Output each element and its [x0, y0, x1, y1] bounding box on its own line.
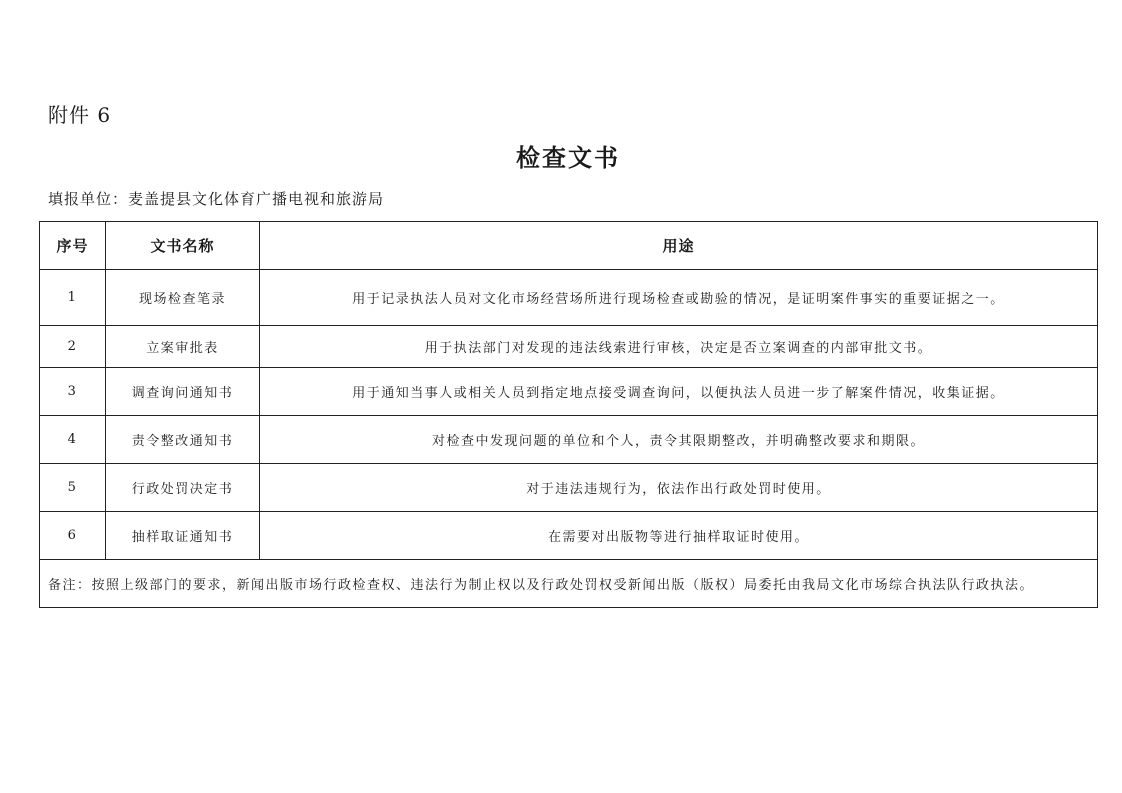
row-name: 调查询问通知书 [106, 368, 260, 416]
row-purpose: 用于记录执法人员对文化市场经营场所进行现场检查或勘验的情况，是证明案件事实的重要证据之一。 [260, 270, 1098, 326]
table-row [40, 368, 1098, 416]
table-row [40, 270, 1098, 326]
header-purpose: 用途 [260, 222, 1098, 270]
note-row [40, 560, 1098, 608]
row-name: 现场检查笔录 [106, 270, 260, 326]
row-index: 3 [40, 368, 106, 416]
row-index: 1 [40, 270, 106, 326]
row-index: 4 [40, 416, 106, 464]
table-header-row [40, 222, 1098, 270]
row-purpose: 用于执法部门对发现的违法线索进行审核，决定是否立案调查的内部审批文书。 [260, 326, 1098, 368]
row-index: 6 [40, 512, 106, 560]
header-name: 文书名称 [106, 222, 260, 270]
row-name: 责令整改通知书 [106, 416, 260, 464]
documents-table [39, 221, 1098, 608]
row-purpose: 对于违法违规行为，依法作出行政处罚时使用。 [260, 464, 1098, 512]
row-name: 行政处罚决定书 [106, 464, 260, 512]
document-title: 检查文书 [516, 144, 620, 172]
table-row [40, 416, 1098, 464]
header-index: 序号 [40, 222, 106, 270]
row-index: 2 [40, 326, 106, 368]
row-index: 5 [40, 464, 106, 512]
attachment-label: 附件 6 [48, 103, 112, 127]
reporting-unit: 填报单位：麦盖提县文化体育广播电视和旅游局 [48, 190, 385, 208]
note-cell: 备注：按照上级部门的要求，新闻出版市场行政检查权、违法行为制止权以及行政处罚权受新闻出版（版权）局委托由我局文化市场综合执法队行政执法。 [40, 560, 1098, 608]
row-purpose: 对检查中发现问题的单位和个人，责令其限期整改，并明确整改要求和期限。 [260, 416, 1098, 464]
table-row [40, 464, 1098, 512]
row-name: 抽样取证通知书 [106, 512, 260, 560]
table-row [40, 326, 1098, 368]
table-row [40, 512, 1098, 560]
row-purpose: 在需要对出版物等进行抽样取证时使用。 [260, 512, 1098, 560]
row-purpose: 用于通知当事人或相关人员到指定地点接受调查询问，以便执法人员进一步了解案件情况，收集证据。 [260, 368, 1098, 416]
row-name: 立案审批表 [106, 326, 260, 368]
